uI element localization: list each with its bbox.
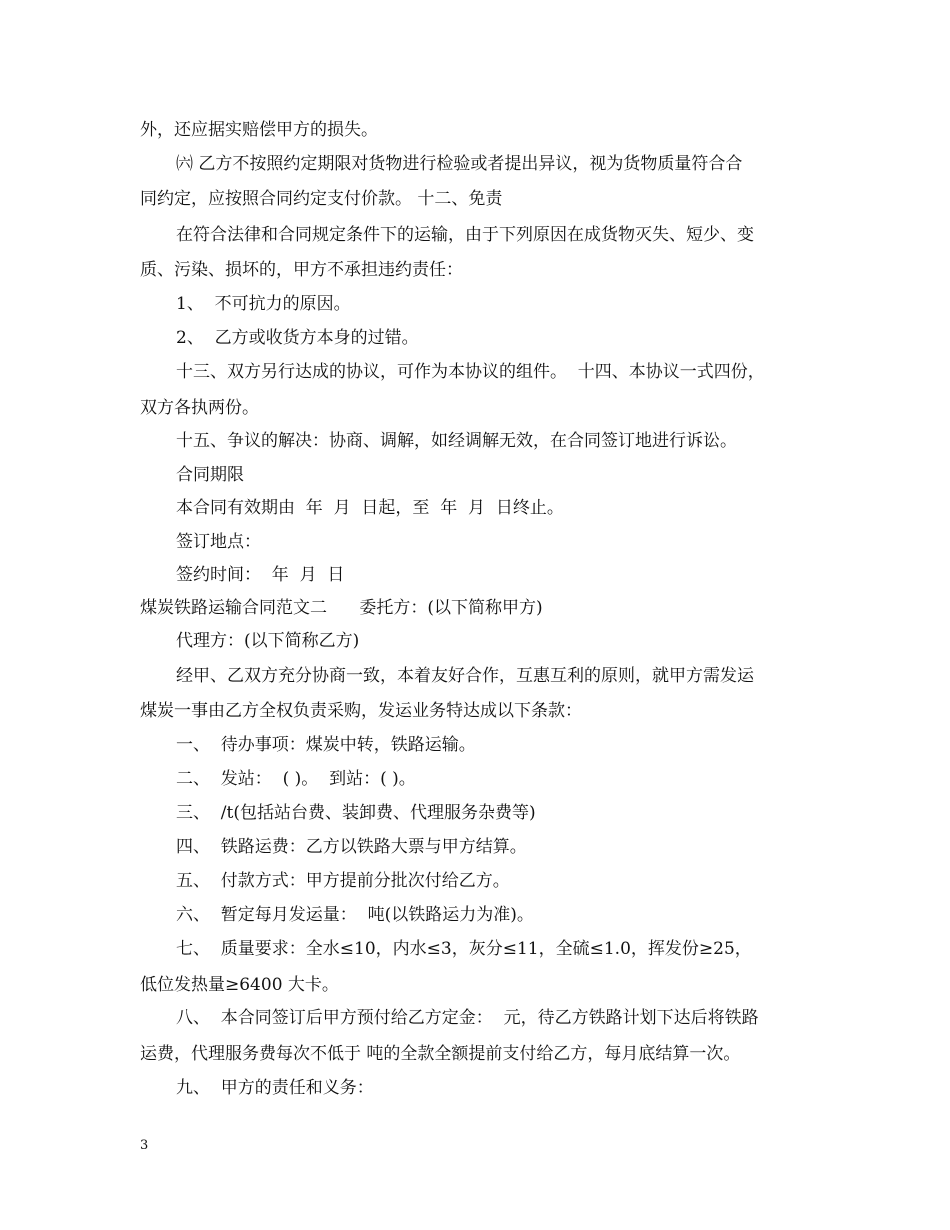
text-line: 八、 本合同签订后甲方预付给乙方定金： 元，待乙方铁路计划下达后将铁路 [176, 1008, 759, 1028]
text-line: 经甲、乙双方充分协商一致，本着友好合作，互惠互利的原则，就甲方需发运 [176, 666, 754, 686]
text-line: 一、 待办事项：煤炭中转，铁路运输。 [176, 735, 476, 755]
text-line: ㈥ 乙方不按照约定期限对货物进行检验或者提出异议，视为货物质量符合合 [176, 154, 743, 174]
text-line: 签约时间： 年 月 日 [176, 565, 345, 585]
text-line: 五、 付款方式：甲方提前分批次付给乙方。 [176, 871, 510, 891]
text-line: 低位发热量≥6400 大卡。 [140, 975, 339, 995]
text-line: 七、 质量要求：全水≤10，内水≤3，灰分≤11，全硫≤1.0，挥发份≥25， [176, 939, 752, 959]
text-line: 外，还应据实赔偿甲方的损失。 [140, 120, 378, 140]
text-line: 1、 不可抗力的原因。 [176, 294, 351, 314]
text-line: 运费，代理服务费每次不低于 吨的全款全额提前支付给乙方，每月底结算一次。 [140, 1044, 741, 1064]
text-line: 煤炭铁路运输合同范文二 委托方：(以下简称甲方) [140, 598, 543, 618]
text-line: 九、 甲方的责任和义务： [176, 1078, 374, 1098]
text-line: 签订地点： [176, 532, 261, 552]
text-line: 三、 /t(包括站台费、装卸费、代理服务杂费等) [176, 803, 536, 823]
text-line: 二、 发站： ( )。 到站：( )。 [176, 769, 416, 789]
text-line: 双方各执两份。 [140, 398, 259, 418]
text-line: 合同期限 [176, 465, 244, 485]
text-line: 十三、双方另行达成的协议，可作为本协议的组件。 十四、本协议一式四份， [176, 362, 765, 382]
page-number: 3 [140, 1138, 149, 1153]
text-line: 在符合法律和合同规定条件下的运输，由于下列原因在成货物灭失、短少、变 [176, 225, 754, 245]
text-line: 代理方：(以下简称乙方) [176, 631, 360, 651]
text-line: 同约定，应按照合同约定支付价款。 十二、免责 [140, 189, 503, 209]
text-line: 煤炭一事由乙方全权负责采购，发运业务特达成以下条款： [140, 701, 582, 721]
text-line: 十五、争议的解决：协商、调解，如经调解无效，在合同签订地进行诉讼。 [176, 431, 737, 451]
text-line: 六、 暂定每月发运量： 吨(以铁路运力为准)。 [176, 905, 534, 925]
text-line: 质、污染、损坏的，甲方不承担违约责任： [140, 260, 463, 280]
text-line: 2、 乙方或收货方本身的过错。 [176, 328, 419, 348]
text-line: 本合同有效期由 年 月 日起，至 年 月 日终止。 [176, 498, 564, 518]
text-line: 四、 铁路运费：乙方以铁路大票与甲方结算。 [176, 837, 527, 857]
